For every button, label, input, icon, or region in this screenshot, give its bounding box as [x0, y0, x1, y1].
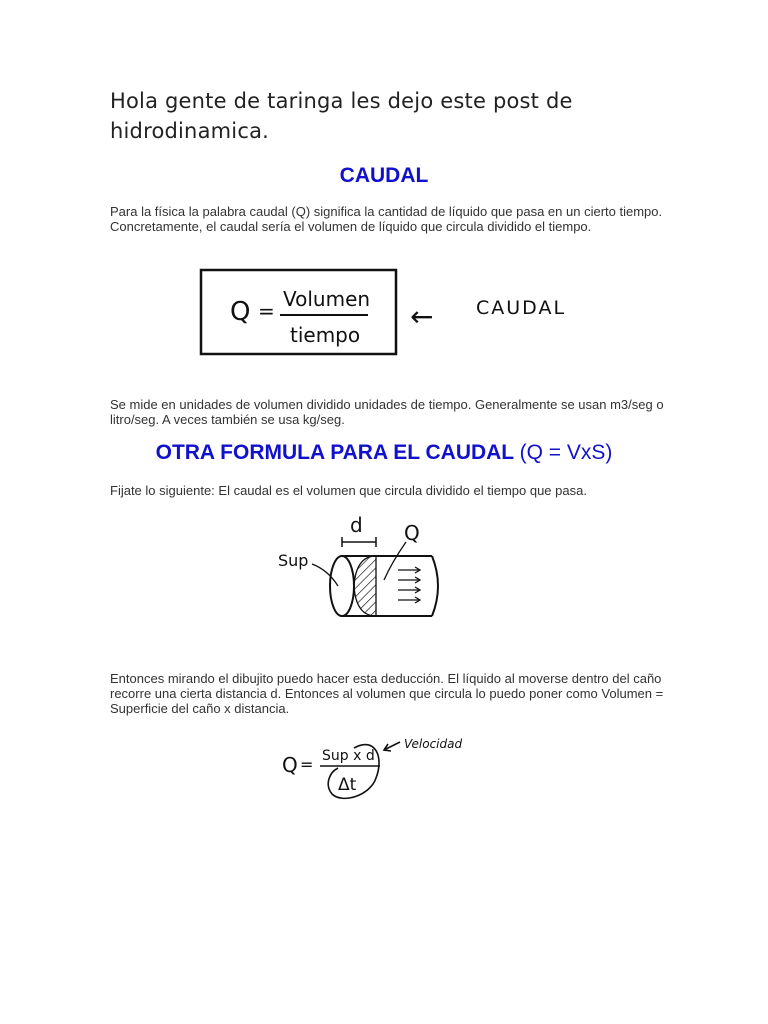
- velocity-formula-equals: =: [300, 755, 314, 774]
- surface-sup-label: Sup: [278, 551, 309, 570]
- q-pointer-line: [384, 542, 406, 580]
- formula-numerator: Volumen: [283, 287, 371, 311]
- flow-q-label: Q: [404, 521, 420, 545]
- heading-bold-part: OTRA FORMULA PARA EL CAUDAL: [155, 441, 514, 464]
- velocity-formula-numerator: Sup x d: [322, 748, 375, 764]
- flow-arrows: [398, 567, 420, 603]
- left-arrow-icon: ←: [410, 300, 434, 333]
- velocity-label: Velocidad: [404, 737, 463, 751]
- velocity-formula-q: Q: [282, 753, 298, 777]
- section-heading-otra-formula: [0, 441, 768, 465]
- sup-pointer-line: [312, 564, 338, 586]
- deduccion-paragraph: Entonces mirando el dibujito puedo hacer esta deducción. El líquido al moverse dentro del caño recorre una cierta distancia d. Entonces al volumen que circula lo puedo poner como Volumen = Superficie del caño x distancia.: [110, 671, 664, 716]
- heading-formula-part: (Q = VxS): [519, 441, 613, 464]
- units-paragraph: Se mide en unidades de volumen dividido unidades de tiempo. Generalmente se usan m3/seg o litro/seg. A veces también se usa kg/seg.: [110, 397, 664, 427]
- intro-text: Hola gente de taringa les dejo este post de hidrodinamica.: [110, 89, 573, 143]
- pipe-figure: [270, 512, 450, 622]
- pipe-cross-section: [330, 556, 354, 616]
- pipe-end-cap: [432, 556, 438, 616]
- fijate-paragraph: Fijate lo siguiente: El caudal es el volumen que circula dividido el tiempo que pasa.: [110, 483, 587, 498]
- formula-equals: =: [258, 299, 275, 323]
- velocity-formula-figure: [280, 728, 480, 806]
- formula-denominator: tiempo: [290, 323, 361, 347]
- formula-q: Q: [230, 297, 251, 327]
- caudal-definition-paragraph: Para la física la palabra caudal (Q) significa la cantidad de líquido que pasa en un cierto tiempo. Concretamente, el caudal sería el volumen de líquido que circula dividido el tiempo.: [110, 204, 663, 234]
- formula-caudal-label: CAUDAL: [476, 297, 567, 319]
- velocity-formula-denominator: Δt: [338, 775, 357, 795]
- section-heading-caudal: CAUDAL: [339, 164, 429, 187]
- hatched-volume: [354, 556, 376, 616]
- caudal-formula-figure: [196, 262, 566, 362]
- distance-d-label: d: [350, 513, 363, 537]
